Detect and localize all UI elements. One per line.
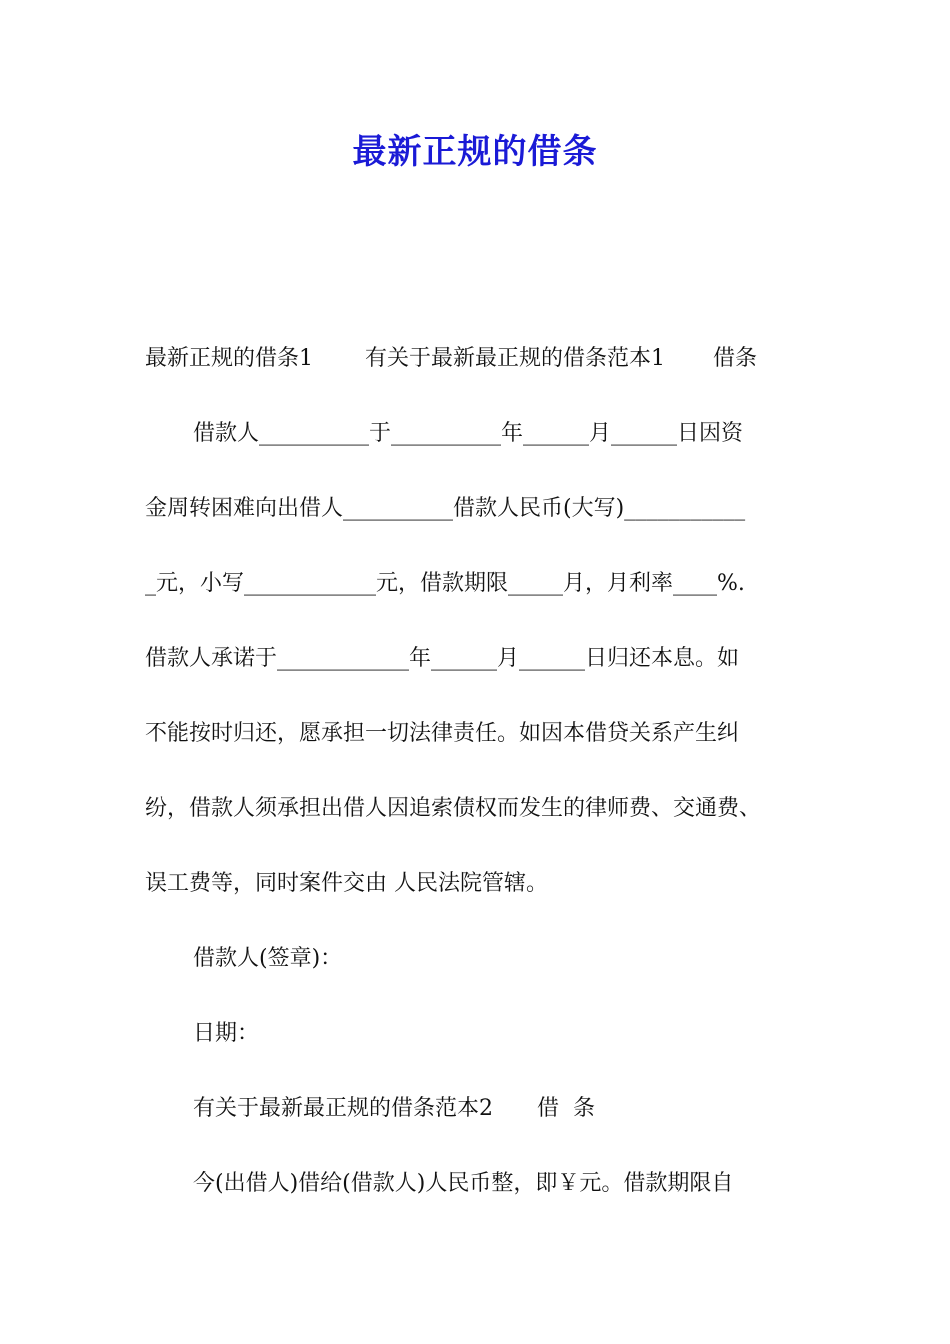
heading-line [145,342,757,376]
date-label: 日期： [193,1021,260,1046]
paragraph1-line-1: 借款人__________于__________年______月______日因资 [193,421,744,446]
sample2-heading-part-2: 借 条 [537,1096,595,1121]
sample2-heading-part-1: 有关于最新最正规的借条范本2 [193,1096,493,1121]
document-title: 最新正规的借条 [352,132,598,172]
heading-part-1: 最新正规的借条1 [145,346,313,371]
heading-part-2: 有关于最新最正规的借条范本1 [365,346,665,371]
paragraph1-line-2: 金周转困难向出借人__________借款人民币(大写)___________ [145,496,746,521]
paragraph1-line-6: 纷，借款人须承担出借人因追索债权而发生的律师费、交通费、 [145,796,762,821]
paragraph1-line-4: 借款人承诺于____________年______月______日归还本息。如 [145,646,740,671]
signature-label: 借款人(签章)： [193,946,343,971]
sample2-heading [193,1092,595,1126]
paragraph2-line-1: 今(出借人)借给(借款人)人民币整，即￥元。借款期限自 [193,1171,734,1196]
paragraph1-line-3: _元，小写____________元，借款期限_____月，月利率____%. [145,571,745,596]
heading-part-3: 借条 [713,346,758,371]
paragraph1-line-7: 误工费等，同时案件交由 人民法院管辖。 [145,871,548,896]
paragraph1-line-5: 不能按时归还，愿承担一切法律责任。如因本借贷关系产生纠 [145,721,740,746]
